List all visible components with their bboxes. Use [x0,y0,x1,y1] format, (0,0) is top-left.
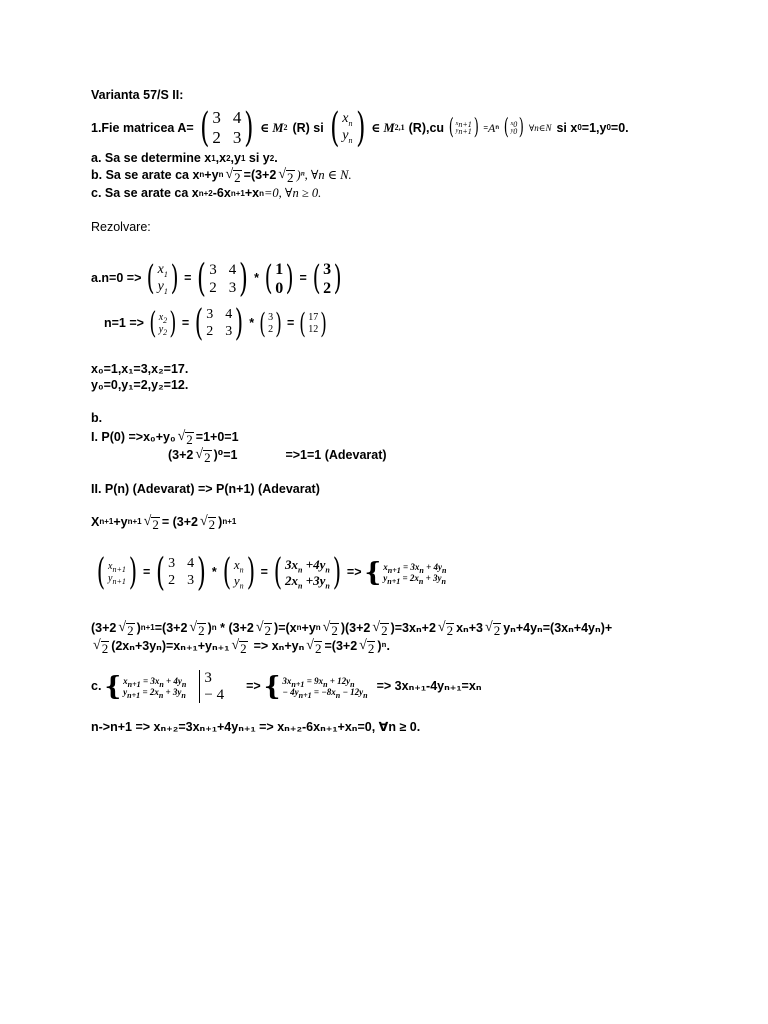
vector-3-2-small: ( 3 2 ) [259,306,282,340]
final-relation: n->n+1 => xₙ₊₂=3xₙ₊₁+4yₙ₊₁ => xₙ₊₂-6xₙ₊₁+xₙ=0, ∀n ≥ 0. [91,720,421,734]
vector-xn1-yn1: ( $x_{n+1}$ $y_{n+1}$ ) [448,114,479,140]
item-c: c. Sa se arate ca x n+2 -6x n+1 +x n =0, ∀n ≥ 0. [91,186,322,200]
matrix-a-copy: ( 3 4 2 3 ) [197,256,249,300]
induction-step: II. P(n) (Adevarat) => P(n+1) (Adevarat) [91,482,320,496]
vector-x2-y2: ( $x_2$ $y_2$ ) [149,305,177,341]
xn1-equation: X n+1 +y n+1 √ 2 = (3+2 √ 2 ) n+1 [91,514,237,532]
matrix-a-copy-3: ( 3 4 2 3 ) [156,550,206,594]
vector-xn1-yn1-big: ( $x_{n+1}$ $y_{n+1}$ ) [96,552,138,594]
vector-x1-y1: ( $x_1$ $y_1$ ) [147,258,179,299]
y-values: y₀=0,y₁=2,y₂=12. [91,378,189,392]
vector-1-0: ( 1 0 ) [264,258,294,299]
page-title: Varianta 57/S II: [91,88,184,102]
system-c: { $x_{n+1} = 3x_n + 4y_n$ $y_{n+1} = 2x_n + 3y_n$ [104,671,187,702]
b-label: b. [91,411,103,425]
matrix-a: ( 3 4 2 3 ) [199,105,254,151]
vector-xn-yn: ( $x_n$ $y_n$ ) [329,105,366,151]
p0-line-2: (3+2 √ 2 )⁰=1 =>1=1 (Adevarat) [168,447,387,465]
x-values: x₀=1,x₁=3,x₂=17. [91,362,189,376]
item-b: b. Sa se arate ca x n +y n √ 2 =(3+2 √ 2 )ⁿ, ∀n ∈ N. [91,167,352,185]
a-n1-equation: n=1 => ( $x_2$ $y_2$ ) = ( 3 4 2 3 ) * ( 3 2 ) = ( 17 12 ) [104,302,332,345]
p0-line: I. P(0) =>x₀+y₀ √ 2 =1+0=1 [91,429,239,447]
vector-result: ( $3x_n +4y_n$ $2x_n +3y_n$ ) [273,552,342,594]
matrix-a-copy-2: ( 3 4 2 3 ) [194,303,244,344]
vector-x0-y0: ( $x_0$ $y_0$ ) [503,114,525,140]
multipliers: 3 − 4 [199,670,224,703]
matrix-recurrence: ( $x_{n+1}$ $y_{n+1}$ ) = ( 3 4 2 3 ) * ( $x_n$ $y_n$ ) = ( $3x_n +4y_n$ $2x_n +3y_n$ ) => { $x_{n+1} = 3x_n + 4y_n$ $y_{n+1} = 2x_n + 3y_n$ [91,550,449,596]
expansion-line-2: √ 2 (2xₙ+3yₙ)=xₙ₊₁+yₙ₊₁ √ 2 => xₙ+yₙ √ 2 =(3+2 √ 2 )ⁿ. [93,638,390,656]
vector-17-12: ( 17 12 ) [299,306,328,340]
a-n0-equation: a.n=0 => ( $x_1$ $y_1$ ) = ( 3 4 2 3 ) * ( 1 0 ) = ( 3 2 ) [91,256,347,302]
system-c-multiplied: { $3x_{n+1} = 9x_n + 12y_n$ − $4y_{n+1} = -8x_n - 12y_n$ [263,671,368,702]
system-recurrence: { $x_{n+1} = 3x_n + 4y_n$ $y_{n+1} = 2x_n + 3y_n$ [364,557,447,588]
c-solution: c. { $x_{n+1} = 3x_n + 4y_n$ $y_{n+1} = 2x_n + 3y_n$ 3 − 4 => { $3x_{n+1} = 9x_n + 12y_n$ − $4y_{n+1} = -8x_n - 12y_n$ => 3xₙ₊₁-4yₙ₊₁=xₙ [91,670,482,703]
problem-statement: 1.Fie matricea A= ( 3 4 2 3 ) ∈ M 2 (R) si ( $x_n$ $y_n$ ) ∈ M 2,1 (R),cu ( $x_{n+1}$ $y_{n+1}$ ) = A n ( $x_0$ $y_0$ ) ∀n∈N si x 0 =1,y 0 =0. [91,105,629,151]
item-a: a. Sa se determine x 1 ,x 2 ,y 1 si y 2 . [91,151,278,165]
expansion-line-1: (3+2 √ 2 ) n+1 =(3+2 √ 2 ) n * (3+2 √ 2 )=(x n +y n √ 2 )(3+2 √ 2 ) =3xₙ+2 √ 2 xₙ+3 √ 2 yₙ+4yₙ=(3xₙ+4yₙ)+ [91,620,613,638]
solution-heading: Rezolvare: [91,220,151,234]
vector-3-2: ( 3 2 ) [312,258,342,299]
vector-xn-yn-big: ( $x_n$ $y_n$ ) [222,552,255,594]
